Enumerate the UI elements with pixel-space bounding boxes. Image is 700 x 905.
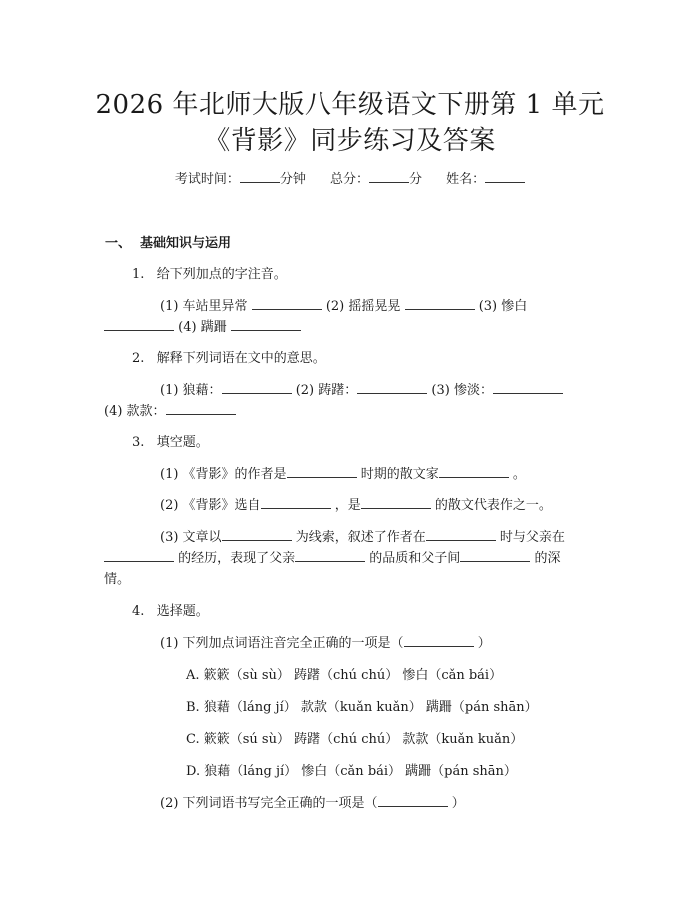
q1-blank3[interactable]	[104, 318, 174, 331]
time-label: 考试时间：	[174, 172, 240, 187]
q3-s1-blank1[interactable]	[287, 465, 357, 478]
score-blank[interactable]	[369, 170, 409, 183]
option-b[interactable]: B. 狼藉（láng jí） 款款（kuǎn kuǎn） 蹒跚（pán shān）	[186, 700, 538, 715]
question-3-sub3-line3: 情。	[104, 572, 131, 587]
score-label: 总分：	[329, 172, 369, 187]
q3-s2-text-b: ，是	[334, 498, 361, 513]
q3-s1-text-a: (1) 《背影》的作者是	[160, 467, 287, 482]
q4-sub1-blank[interactable]	[404, 634, 474, 647]
option-d[interactable]: D. 狼藉（láng jí） 惨白（cǎn bái） 蹒跚（pán shān）	[186, 764, 517, 779]
q2-item4: (4) 款款：	[104, 404, 166, 419]
question-3-stem: 3. 填空题。	[132, 435, 209, 450]
exam-score	[330, 172, 422, 187]
exam-info	[0, 168, 700, 187]
q3-s3-text-a: (3) 文章以	[160, 530, 222, 545]
q3-s3-blank3[interactable]	[104, 549, 174, 562]
q3-s3-text-e: 的品质和父子间	[369, 551, 461, 566]
q1-blank2[interactable]	[405, 297, 475, 310]
question-3-sub2	[160, 494, 552, 513]
q3-s3-blank5[interactable]	[460, 549, 530, 562]
option-a[interactable]: A. 簌簌（sù sù） 踌躇（chú chú） 惨白（cǎn bái）	[186, 668, 503, 683]
q3-s1-blank2[interactable]	[439, 465, 509, 478]
q4-sub2-end: ）	[451, 796, 465, 811]
q3-s3-blank2[interactable]	[426, 528, 496, 541]
q2-blank4[interactable]	[166, 402, 236, 415]
q3-s2-blank2[interactable]	[361, 496, 431, 509]
q3-s3-text-b: 为线索，叙述了作者在	[295, 530, 426, 545]
question-2-stem: 2. 解释下列词语在文中的意思。	[132, 351, 326, 366]
q1-item4: (4) 蹒跚	[178, 320, 227, 335]
time-blank[interactable]	[240, 170, 280, 183]
q1-blank1[interactable]	[252, 297, 322, 310]
q3-s3-blank4[interactable]	[295, 549, 365, 562]
name-label: 姓名：	[446, 172, 486, 187]
page-title-line1: 2026 年北师大版八年级语文下册第 1 单元	[95, 90, 605, 120]
option-c[interactable]: C. 簌簌（sú sù） 踌躇（chú chú） 款款（kuǎn kuǎn）	[186, 732, 524, 747]
name-blank[interactable]	[485, 170, 525, 183]
q3-s2-text-a: (2) 《背影》选自	[160, 498, 261, 513]
exam-time	[175, 172, 306, 187]
question-4-sub1	[160, 632, 491, 651]
q1-item1: (1) 车站里异常	[160, 299, 248, 314]
exam-name	[446, 172, 525, 187]
time-unit: 分钟	[279, 172, 306, 187]
q2-blank2[interactable]	[357, 381, 427, 394]
q2-item1: (1) 狼藉：	[160, 383, 222, 398]
question-2-line2	[104, 400, 236, 419]
q3-s1-text-c: 。	[512, 467, 526, 482]
question-1-line2	[104, 316, 301, 335]
q2-item3: (3) 惨淡：	[431, 383, 493, 398]
q4-sub2-blank[interactable]	[378, 794, 448, 807]
q3-s3-blank1[interactable]	[222, 528, 292, 541]
q4-sub1-text: (1) 下列加点词语注音完全正确的一项是（	[160, 636, 404, 651]
question-2-line1	[160, 379, 563, 398]
q3-s3-text-d: 的经历，表现了父亲	[178, 551, 296, 566]
q3-s3-text-c: 时与父亲在	[499, 530, 565, 545]
q1-item2: (2) 摇摇晃晃	[325, 299, 401, 314]
question-3-sub1	[160, 463, 526, 482]
page-title-line2: 《背影》同步练习及答案	[204, 126, 496, 156]
q4-sub1-end: ）	[477, 636, 491, 651]
question-3-sub3-line2	[104, 547, 560, 566]
q1-blank4[interactable]	[231, 318, 301, 331]
score-unit: 分	[409, 172, 423, 187]
q2-blank3[interactable]	[493, 381, 563, 394]
q3-s2-text-c: 的散文代表作之一。	[434, 498, 552, 513]
q3-s3-text-f: 的深	[534, 551, 561, 566]
question-1-line1	[160, 295, 527, 314]
question-4-stem: 4. 选择题。	[132, 604, 209, 619]
q4-sub2-text: (2) 下列词语书写完全正确的一项是（	[160, 796, 378, 811]
q3-s2-blank1[interactable]	[261, 496, 331, 509]
question-3-sub3-line1	[160, 526, 565, 545]
q3-s1-text-b: 时期的散文家	[360, 467, 439, 482]
question-4-sub2	[160, 792, 465, 811]
q1-item3: (3) 惨白	[478, 299, 528, 314]
q2-blank1[interactable]	[222, 381, 292, 394]
question-1-stem: 1. 给下列加点的字注音。	[132, 267, 287, 282]
section-heading: 一、 基础知识与运用	[105, 236, 232, 251]
q2-item2: (2) 踌躇：	[295, 383, 358, 398]
